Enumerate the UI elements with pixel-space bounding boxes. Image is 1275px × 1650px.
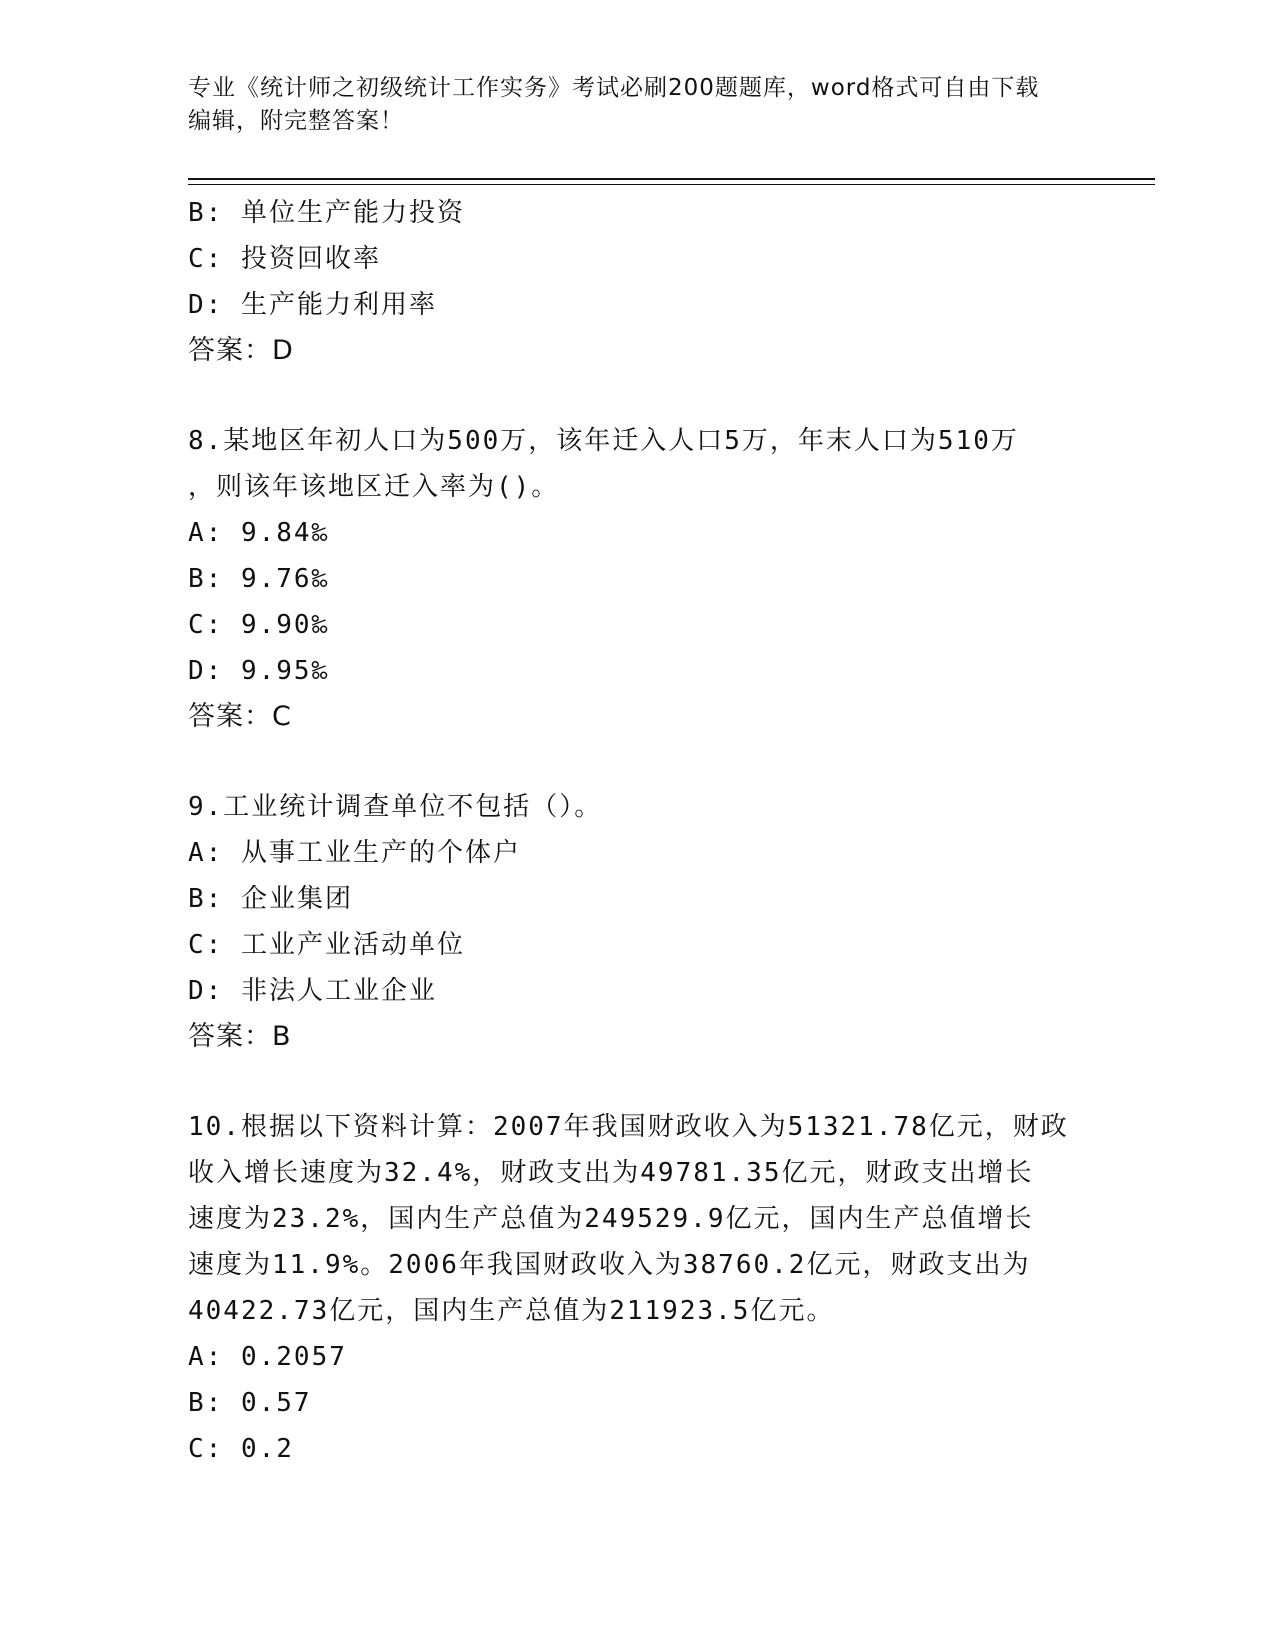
spacer — [188, 740, 1088, 784]
q9-answer: 答案：B — [188, 1021, 292, 1052]
header-divider-thick — [188, 178, 1155, 180]
question-9 — [188, 784, 1088, 1060]
q8-option-a: A: 9.84‰ — [188, 518, 330, 548]
q10-stem-line-1: 10.根据以下资料计算：2007年我国财政收入为51321.78亿元，财政 — [188, 1112, 1069, 1142]
q7-option-b: B: 单位生产能力投资 — [188, 198, 465, 228]
q8-answer: 答案：C — [188, 701, 292, 732]
q7-option-c: C: 投资回收率 — [188, 244, 381, 274]
header-line-2: 编辑，附完整答案！ — [188, 108, 404, 134]
q10-stem-line-4: 速度为11.9%。2006年我国财政收入为38760.2亿元，财政支出为 — [188, 1250, 1031, 1280]
q10-option-a: A: 0.2057 — [188, 1342, 347, 1372]
q8-option-d: D: 9.95‰ — [188, 656, 330, 686]
q8-stem-line-2: ，则该年该地区迁入率为()。 — [188, 472, 560, 502]
q10-stem-line-5: 40422.73亿元，国内生产总值为211923.5亿元。 — [188, 1296, 835, 1326]
q9-option-c: C: 工业产业活动单位 — [188, 930, 465, 960]
q10-option-c: C: 0.2 — [188, 1434, 294, 1464]
q9-option-a: A: 从事工业生产的个体户 — [188, 838, 521, 868]
spacer — [188, 374, 1088, 418]
q9-option-d: D: 非法人工业企业 — [188, 976, 437, 1006]
question-7 — [188, 190, 1088, 374]
spacer — [188, 1060, 1088, 1104]
q9-option-b: B: 企业集团 — [188, 884, 353, 914]
q10-option-b: B: 0.57 — [188, 1388, 312, 1418]
document-header — [188, 72, 1088, 138]
question-content — [188, 190, 1088, 1472]
q9-stem: 9.工业统计调查单位不包括（）。 — [188, 792, 603, 822]
q10-stem-line-3: 速度为23.2%，国内生产总值为249529.9亿元，国内生产总值增长 — [188, 1204, 1034, 1234]
q10-stem-line-2: 收入增长速度为32.4%，财政支出为49781.35亿元，财政支出增长 — [188, 1158, 1034, 1188]
header-divider-thin — [188, 184, 1155, 185]
q8-stem-line-1: 8.某地区年初人口为500万，该年迁入人口5万，年末人口为510万 — [188, 426, 1019, 456]
q7-answer: 答案：D — [188, 335, 294, 366]
q7-option-d: D: 生产能力利用率 — [188, 290, 437, 320]
header-line-1: 专业《统计师之初级统计工作实务》考试必刷200题题库，word格式可自由下载 — [188, 75, 1040, 101]
q8-option-b: B: 9.76‰ — [188, 564, 330, 594]
q8-option-c: C: 9.90‰ — [188, 610, 330, 640]
question-8 — [188, 418, 1088, 740]
question-10 — [188, 1104, 1088, 1472]
